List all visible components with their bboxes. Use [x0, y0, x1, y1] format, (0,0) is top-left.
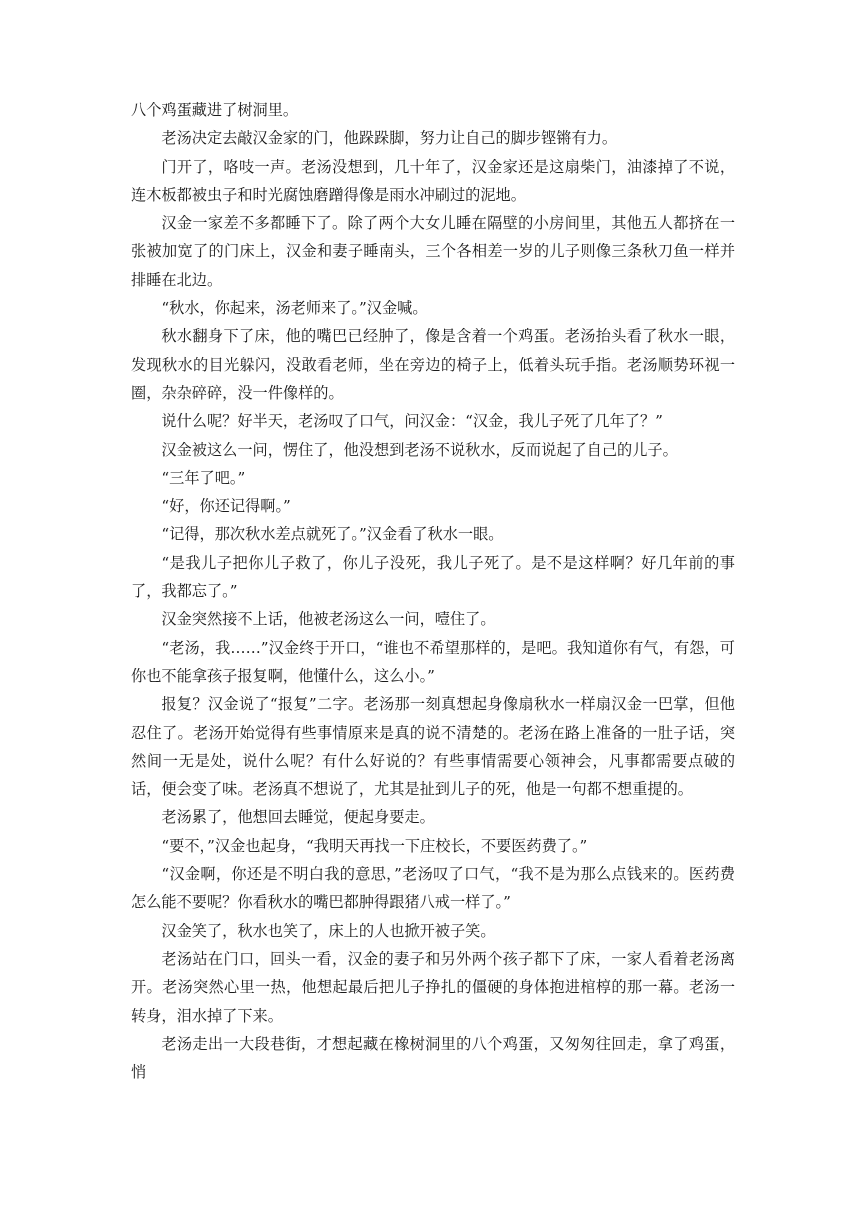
paragraph: 门开了，咯吱一声。老汤没想到，几十年了，汉金家还是这扇柴门，油漆掉了不说，连木板都被虫子和时光腐蚀磨蹭得像是雨水冲刷过的泥地。 [131, 157, 735, 204]
paragraph: “好，你还记得啊。” [161, 497, 291, 516]
paragraph: 八个鸡蛋藏进了树洞里。 [131, 101, 299, 119]
paragraph: 老汤累了，他想回去睡觉，便起身要走。 [161, 808, 435, 827]
paragraph: “要不，”汉金也起身，“我明天再找一下庄校长，不要医药费了。” [161, 836, 588, 855]
paragraph: “汉金啊，你还是不明白我的意思，”老汤叹了口气，“我不是为那么点钱来的。医药费怎么能不要呢？你看秋水的嘴巴都肿得跟猪八戒一样了。” [131, 865, 735, 912]
paragraph: “秋水，你起来，汤老师来了。”汉金喊。 [161, 299, 428, 318]
paragraph: “是我儿子把你儿子救了，你儿子没死，我儿子死了。是不是这样啊？好几年前的事了，我都忘了。” [131, 553, 735, 601]
document-page [131, 96, 735, 1086]
paragraph: “记得，那次秋水差点就死了。”汉金看了秋水一眼。 [161, 525, 504, 544]
paragraph: 报复？汉金说了“报复”二字。老汤那一刻真想起身像扇秋水一样扇汉金一巴掌，但他忍住了。老汤开始觉得有些事情原来是真的说不清楚的。老汤在路上准备的一肚子话，突然间一无是处，说什么呢？有什么好说的？有些事情需要心领神会，凡事都需要点破的话，便会变了味。老汤真不想说了，尤其是扯到儿子的死，他是一句都不想重提的。 [131, 695, 735, 799]
paragraph: 说什么呢？好半天，老汤叹了口气，问汉金：“汉金，我儿子死了几年了？” [161, 412, 663, 431]
paragraph: “老汤，我……”汉金终于开口，“谁也不希望那样的，是吧。我知道你有气，有怨，可你也不能拿孩子报复啊，他懂什么，这么小。” [131, 638, 735, 685]
paragraph: 汉金突然接不上话，他被老汤这么一问，噎住了。 [161, 610, 496, 629]
paragraph: 秋水翻身下了床，他的嘴巴已经肿了，像是含着一个鸡蛋。老汤抬头看了秋水一眼，发现秋水的目光躲闪，没敢看老师，坐在旁边的椅子上，低着头玩手指。老汤顺势环视一圈，杂杂碎碎，没一件像样的。 [131, 327, 735, 402]
paragraph: 汉金一家差不多都睡下了。除了两个大女儿睡在隔壁的小房间里，其他五人都挤在一张被加宽了的门床上，汉金和妻子睡南头，三个各相差一岁的儿子则像三条秋刀鱼一样并排睡在北边。 [131, 214, 735, 289]
paragraph: 老汤站在门口，回头一看，汉金的妻子和另外两个孩子都下了床，一家人看着老汤离开。老汤突然心里一热，他想起最后把儿子挣扎的僵硬的身体抱进棺椁的那一幕。老汤一转身，泪水掉了下来。 [131, 949, 735, 1025]
paragraph: “三年了吧。” [161, 468, 246, 487]
paragraph: 老汤决定去敲汉金家的门，他跺跺脚，努力让自己的脚步铿锵有力。 [161, 129, 618, 148]
paragraph: 老汤走出一大段巷街，才想起藏在橡树洞里的八个鸡蛋，又匆匆往回走，拿了鸡蛋，悄 [131, 1034, 735, 1082]
paragraph: 汉金被这么一问，愣住了，他没想到老汤不说秋水，反而说起了自己的儿子。 [161, 440, 678, 459]
paragraph: 汉金笑了，秋水也笑了，床上的人也掀开被子笑。 [161, 921, 496, 940]
